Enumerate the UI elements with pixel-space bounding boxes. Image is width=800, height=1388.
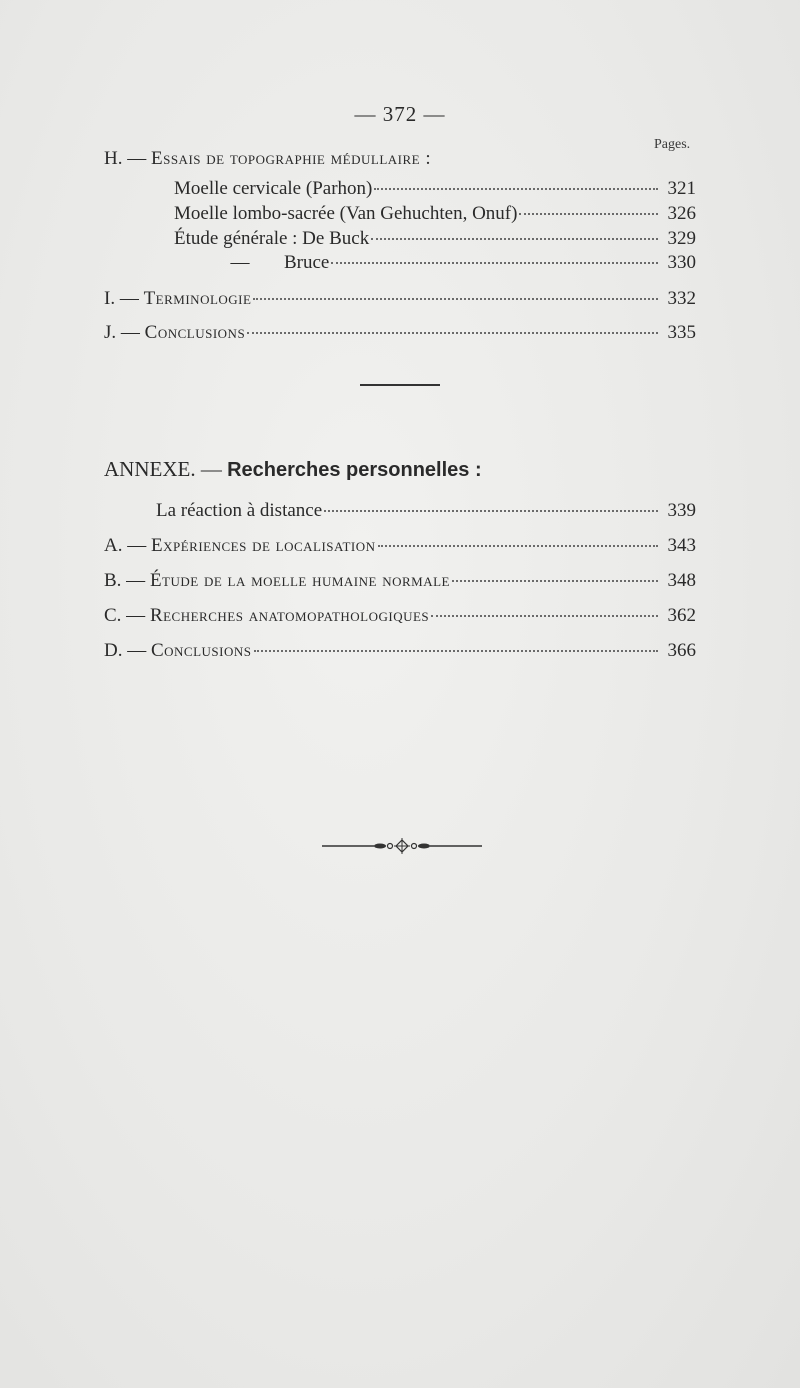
annex-title: Recherches personnelles : xyxy=(227,459,482,481)
pages-column-label: Pages. xyxy=(654,137,691,152)
toc-entry-page: 362 xyxy=(667,605,696,626)
annex-a-title: Expériences de localisation xyxy=(150,535,376,556)
annex-d-heading xyxy=(104,640,252,662)
dot-leader xyxy=(324,510,658,512)
toc-entry-page: 339 xyxy=(667,500,696,521)
toc-entry-section-i[interactable] xyxy=(104,288,696,310)
annex-prefix: ANNEXE. — xyxy=(104,457,228,481)
toc-entry-page: 366 xyxy=(667,640,696,661)
section-i-heading xyxy=(104,288,251,310)
toc-entry-annex-c[interactable] xyxy=(104,605,696,627)
ditto-dash: — xyxy=(230,252,250,273)
toc-entry-page: 348 xyxy=(667,570,696,591)
section-i-title: Terminologie xyxy=(143,288,252,309)
toc-entry-page: 329 xyxy=(667,228,696,249)
toc-entry-label: Étude générale : De Buck xyxy=(174,228,370,249)
toc-entry-page: 343 xyxy=(667,535,696,556)
toc-entry-label-text: Bruce xyxy=(284,252,330,273)
toc-entry[interactable] xyxy=(174,203,696,225)
end-ornament-icon xyxy=(322,836,482,856)
dot-leader xyxy=(374,188,658,190)
toc-entry-label xyxy=(196,252,329,274)
section-h-prefix: H. — xyxy=(104,148,151,169)
section-i-prefix: I. — xyxy=(104,288,144,309)
annex-a-prefix: A. — xyxy=(104,535,151,556)
dot-leader xyxy=(378,545,658,547)
section-h-heading xyxy=(104,148,431,170)
annex-b-title: Étude de la moelle humaine normale xyxy=(149,570,450,591)
dot-leader xyxy=(247,332,658,334)
annex-d-prefix: D. — xyxy=(104,640,151,661)
toc-entry[interactable] xyxy=(196,252,696,274)
section-divider xyxy=(360,384,440,386)
annex-c-heading xyxy=(104,605,429,627)
dot-leader xyxy=(371,238,658,240)
dot-leader xyxy=(431,615,658,617)
toc-entry[interactable] xyxy=(174,178,696,200)
toc-entry-page: 330 xyxy=(667,252,696,273)
toc-entry-label: Moelle cervicale (Parhon) xyxy=(174,178,373,199)
section-j-title: Conclusions xyxy=(144,322,246,343)
section-j-prefix: J. — xyxy=(104,322,145,343)
dot-leader xyxy=(253,298,658,300)
annex-c-prefix: C. — xyxy=(104,605,150,626)
toc-entry[interactable] xyxy=(174,228,696,250)
annex-b-prefix: B. — xyxy=(104,570,150,591)
dot-leader xyxy=(452,580,658,582)
annex-a-heading xyxy=(104,535,376,557)
annex-heading xyxy=(104,457,482,482)
toc-entry-page: 321 xyxy=(667,178,696,199)
toc-entry-label: Moelle lombo-sacrée (Van Gehuchten, Onuf) xyxy=(174,203,518,224)
toc-entry[interactable] xyxy=(156,500,696,522)
toc-entry-annex-d[interactable] xyxy=(104,640,696,662)
toc-entry-label: La réaction à distance xyxy=(156,500,323,521)
toc-entry-annex-b[interactable] xyxy=(104,570,696,592)
section-h-title: Essais de topographie médullaire : xyxy=(150,148,432,169)
annex-d-title: Conclusions xyxy=(150,640,252,661)
section-j-heading xyxy=(104,322,245,344)
page-number: — 372 — xyxy=(354,102,446,126)
toc-entry-annex-a[interactable] xyxy=(104,535,696,557)
toc-entry-page: 326 xyxy=(667,203,696,224)
toc-entry-section-j[interactable] xyxy=(104,322,696,344)
dot-leader xyxy=(519,213,658,215)
dot-leader xyxy=(331,262,658,264)
dot-leader xyxy=(254,650,659,652)
toc-entry-page: 332 xyxy=(667,288,696,309)
annex-c-title: Recherches anatomopathologiques xyxy=(149,605,430,626)
toc-entry-page: 335 xyxy=(667,322,696,343)
annex-b-heading xyxy=(104,570,450,592)
